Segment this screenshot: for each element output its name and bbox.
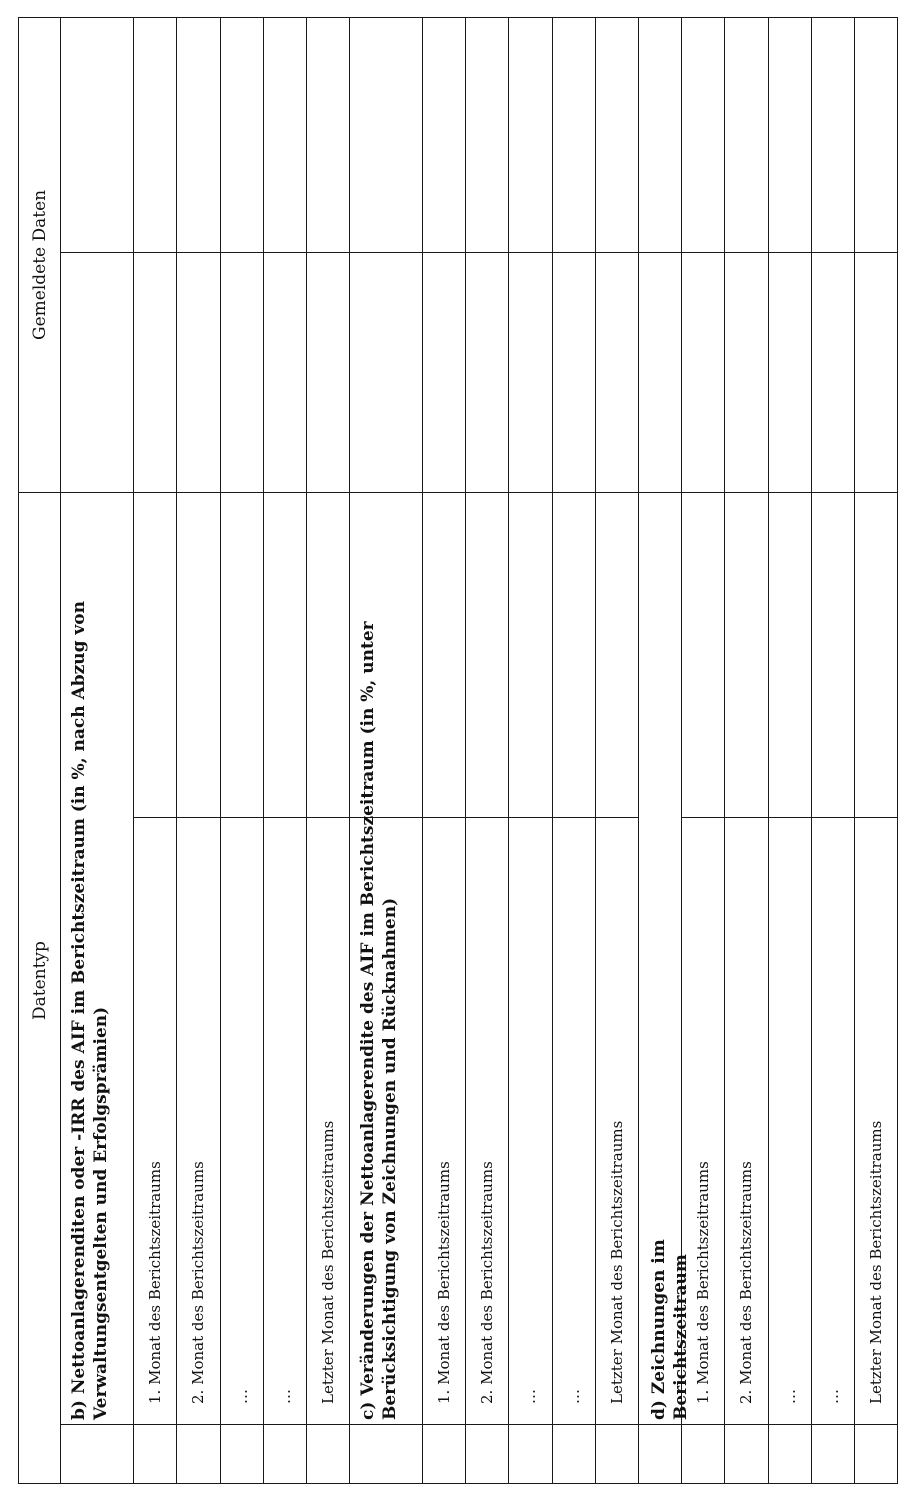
- item-b-4: …: [276, 1389, 294, 1404]
- item-c-1: 1. Monat des Berichtszeitraums: [435, 1161, 453, 1404]
- item-b-3: …: [233, 1389, 251, 1404]
- item-b-5: Letzter Monat des Berichtszeitraums: [319, 1120, 337, 1404]
- row-line: [422, 17, 423, 1484]
- item-c-3: …: [521, 1389, 539, 1404]
- row-line: [811, 17, 812, 1484]
- item-c-4: …: [565, 1389, 583, 1404]
- section-d-title: d) Zeichnungen im Berichtszeitraum: [649, 1239, 691, 1420]
- item-d-1: 1. Monat des Berichtszeitraums: [694, 1161, 712, 1404]
- table-border-right: [897, 17, 898, 1484]
- row-line: [176, 17, 177, 1484]
- header-separator: [60, 17, 61, 1484]
- item-c-2: 2. Monat des Berichtszeitraums: [478, 1161, 496, 1404]
- item-d-3: …: [781, 1389, 799, 1404]
- item-b-1: 1. Monat des Berichtszeitraums: [146, 1161, 164, 1404]
- row-line: [595, 17, 596, 1484]
- column-line-value: [60, 252, 897, 253]
- item-d-4: …: [824, 1389, 842, 1404]
- row-line: [220, 17, 221, 1484]
- table-border-bottom: [18, 1483, 898, 1484]
- table-border-left: [18, 17, 19, 1484]
- row-line: [552, 17, 553, 1484]
- header-split: [18, 492, 60, 493]
- row-line: [638, 17, 639, 1484]
- header-gemeldete-daten: Gemeldete Daten: [30, 189, 50, 340]
- section-c-title: c) Veränderungen der Nettoanlagerendite des AIF im Berichtszeitraum (in %, unter Berücksichtigung von Zeichnungen und Rücknahmen): [358, 621, 400, 1420]
- section-b-title: b) Nettoanlagerenditen oder -IRR des AIF im Berichtszeitraum (in %, nach Abzug von Verwaltungsentgelten und Erfolgsprämien): [69, 600, 111, 1420]
- row-line: [465, 17, 466, 1484]
- header-datentyp: Datentyp: [30, 941, 50, 1020]
- row-line: [133, 17, 134, 1484]
- item-b-2: 2. Monat des Berichtszeitraums: [189, 1161, 207, 1404]
- item-c-5: Letzter Monat des Berichtszeitraums: [608, 1120, 626, 1404]
- row-line: [854, 17, 855, 1484]
- row-line: [724, 17, 725, 1484]
- row-line: [349, 17, 350, 1484]
- row-line: [508, 17, 509, 1484]
- row-line: [306, 17, 307, 1484]
- item-d-5: Letzter Monat des Berichtszeitraums: [867, 1120, 885, 1404]
- column-line-index: [60, 1424, 897, 1425]
- column-line-sub: [681, 817, 897, 818]
- column-line-data: [60, 492, 897, 493]
- item-d-2: 2. Monat des Berichtszeitraums: [737, 1161, 755, 1404]
- row-line: [263, 17, 264, 1484]
- table-border-top: [18, 17, 898, 18]
- row-line: [768, 17, 769, 1484]
